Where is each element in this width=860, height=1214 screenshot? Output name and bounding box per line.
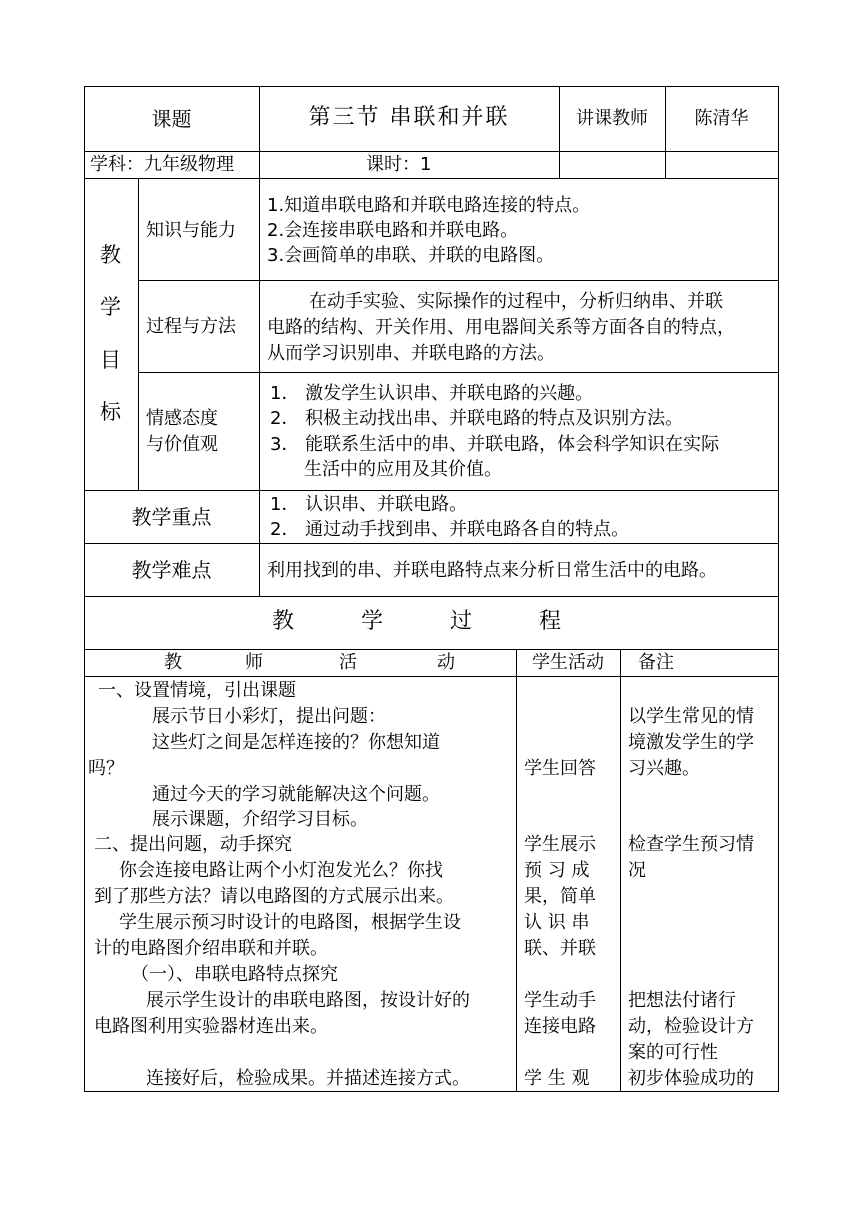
teacher-activity-header-char: 活 — [339, 652, 357, 673]
row-divider — [138, 280, 779, 281]
process-method-line: 从而学习识别串、并联电路的方法。 — [267, 343, 555, 364]
knowledge-label: 知识与能力 — [146, 220, 236, 241]
row-divider — [84, 151, 779, 152]
objectives-label-char: 教 — [100, 243, 121, 267]
notes-line: 以学生常见的情 — [628, 706, 754, 727]
row-divider — [84, 178, 779, 179]
teacher-activity-line: 展示学生设计的串联电路图，按设计好的 — [146, 990, 470, 1011]
notes-line: 况 — [628, 860, 646, 881]
col-divider — [620, 649, 621, 1092]
knowledge-line: 3.会画简单的串联、并联的电路图。 — [267, 245, 555, 266]
objectives-label-char: 目 — [100, 348, 121, 372]
teacher-activity-line: 吗？ — [88, 758, 124, 779]
knowledge-line: 2.会连接串联电路和并联电路。 — [267, 220, 519, 241]
key-points-label: 教学重点 — [131, 505, 212, 529]
student-activity-line: 连接电路 — [524, 1016, 596, 1037]
col-divider — [138, 178, 139, 490]
teacher-activity-line: （一）、串联电路特点探究 — [131, 964, 338, 985]
student-activity-line: 联、并联 — [524, 938, 596, 959]
row-divider — [84, 596, 779, 597]
topic-title: 第三节 串联和并联 — [308, 105, 510, 130]
teacher-activity-header-char: 师 — [245, 652, 263, 673]
student-activity-line: 果，简单 — [524, 886, 596, 907]
teaching-process-title: 教 学 过 程 — [272, 609, 591, 634]
notes-line: 检查学生预习情 — [628, 834, 754, 855]
teacher-activity-line: 计的电路图介绍串联和并联。 — [94, 938, 328, 959]
row-divider — [84, 649, 779, 650]
student-activity-line: 认 识 串 — [524, 912, 590, 933]
student-activity-line: 学生动手 — [524, 990, 596, 1011]
objectives-label-char: 标 — [100, 400, 121, 424]
student-activity-line: 学生展示 — [524, 834, 596, 855]
process-method-label: 过程与方法 — [146, 316, 236, 337]
teacher-name: 陈清华 — [694, 108, 749, 129]
col-divider — [665, 86, 666, 178]
row-divider — [84, 490, 779, 491]
teacher-activity-line: 展示课题，介绍学习目标。 — [152, 809, 368, 830]
notes-line: 把想法付诸行 — [628, 990, 736, 1011]
teacher-activity-line: 学生展示预习时设计的电路图，根据学生设 — [119, 912, 461, 933]
teacher-activity-line: 展示节日小彩灯，提出问题： — [152, 706, 386, 727]
col-divider — [259, 86, 260, 178]
teacher-activity-line: 这些灯之间是怎样连接的？你想知道 — [152, 732, 440, 753]
row-divider — [138, 372, 779, 373]
key-point-line: 1． 认识串、并联电路。 — [270, 494, 468, 515]
table-border-top — [84, 86, 779, 87]
teacher-activity-line: 一、设置情境，引出课题 — [98, 680, 296, 701]
teacher-activity-line: 通过今天的学习就能解决这个问题。 — [152, 784, 440, 805]
student-activity-line: 预 习 成 — [524, 860, 590, 881]
emotion-line: 2． 积极主动找出串、并联电路的特点及识别方法。 — [270, 408, 684, 429]
teacher-label: 讲课教师 — [576, 108, 648, 129]
student-activity-header: 学生活动 — [532, 652, 604, 673]
col-divider — [559, 86, 560, 178]
teacher-activity-line: 到了那些方法？请以电路图的方式展示出来。 — [94, 886, 454, 907]
notes-header: 备注 — [638, 652, 674, 673]
notes-line: 动，检验设计方 — [628, 1016, 754, 1037]
notes-line: 境激发学生的学 — [628, 732, 754, 753]
class-hours: 课时：1 — [366, 154, 432, 175]
objectives-label-char: 学 — [100, 295, 121, 319]
difficulties-text: 利用找到的串、并联电路特点来分析日常生活中的电路。 — [267, 560, 717, 581]
table-border-right — [778, 86, 779, 1092]
emotion-line: 3． 能联系生活中的串、并联电路，体会科学知识在实际 — [270, 434, 720, 455]
topic-label: 课题 — [151, 107, 192, 131]
student-activity-line: 学 生 观 — [524, 1068, 590, 1089]
process-method-line: 电路的结构、开关作用、用电器间关系等方面各自的特点， — [267, 317, 735, 338]
col-divider — [516, 649, 517, 1092]
notes-line: 习兴趣。 — [628, 758, 700, 779]
teacher-activity-line: 二、提出问题，动手探究 — [94, 834, 292, 855]
teacher-activity-line: 连接好后，检验成果。并描述连接方式。 — [146, 1068, 470, 1089]
knowledge-line: 1.知道串联电路和并联电路连接的特点。 — [267, 195, 591, 216]
teacher-activity-line: 电路图利用实验器材连出来。 — [94, 1016, 328, 1037]
teacher-activity-header-char: 动 — [437, 652, 455, 673]
emotion-line: 1． 激发学生认识串、并联电路的兴趣。 — [270, 383, 594, 404]
process-method-line: 在动手实验、实际操作的过程中，分析归纳串、并联 — [309, 291, 723, 312]
col-divider — [259, 178, 260, 596]
key-point-line: 2． 通过动手找到串、并联电路各自的特点。 — [270, 519, 630, 540]
notes-line: 初步体验成功的 — [628, 1068, 754, 1089]
table-border-left — [84, 86, 85, 1092]
teacher-activity-line: 你会连接电路让两个小灯泡发光么？你找 — [119, 860, 443, 881]
subject-label: 学科：九年级物理 — [90, 154, 234, 175]
emotion-line: 生活中的应用及其价值。 — [304, 459, 502, 480]
emotion-label-line: 情感态度 — [146, 408, 218, 429]
student-activity-line: 学生回答 — [524, 758, 596, 779]
emotion-label-line: 与价值观 — [146, 434, 218, 455]
table-border-bottom — [84, 1091, 779, 1092]
row-divider — [84, 543, 779, 544]
teacher-activity-header-char: 教 — [164, 652, 182, 673]
notes-line: 案的可行性 — [628, 1042, 718, 1063]
difficulties-label: 教学难点 — [131, 558, 212, 582]
row-divider — [84, 676, 779, 677]
